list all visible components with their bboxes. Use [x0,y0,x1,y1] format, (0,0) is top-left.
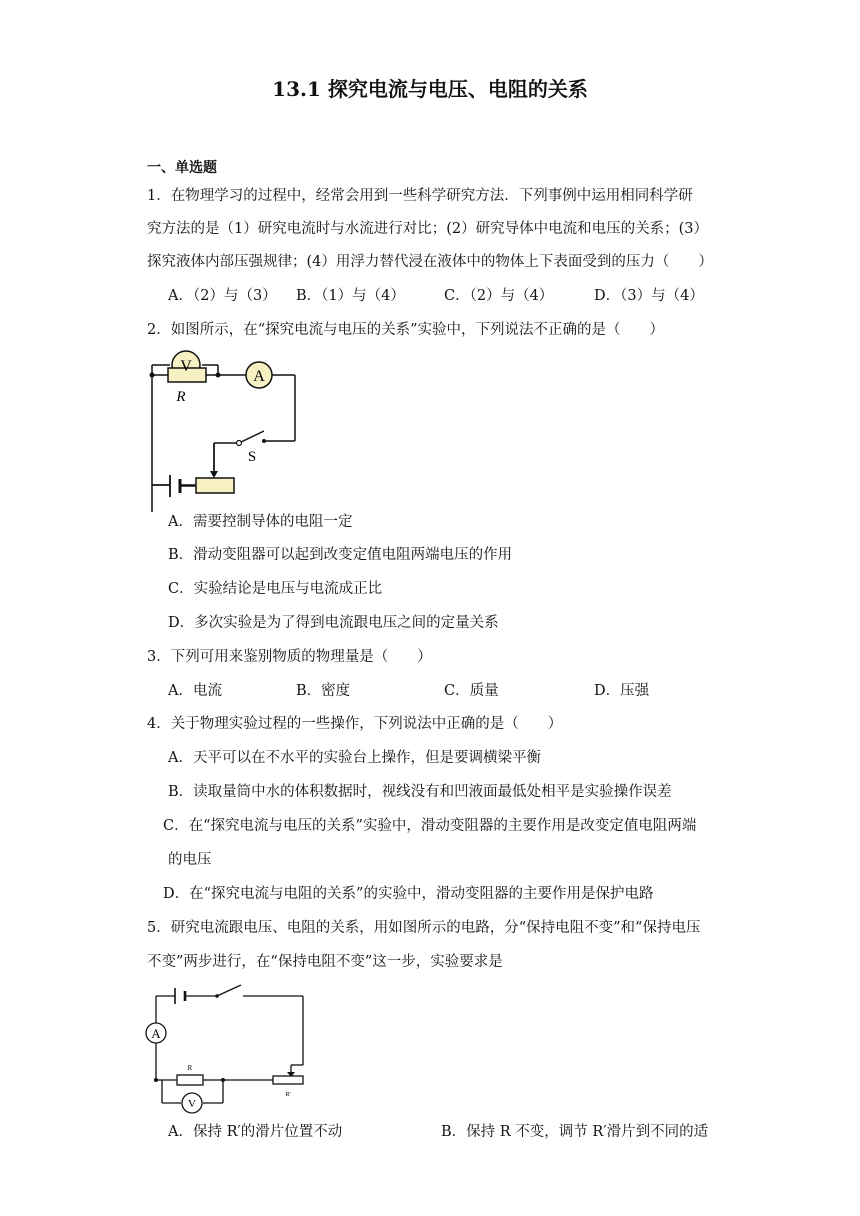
q3-option-b[interactable]: B．密度 [296,683,351,699]
ammeter-label: A [151,1026,161,1041]
q4-option-c[interactable]: C．在“探究电流与电压的关系”实验中，滑动变阻器的主要作用是改变定值电阻两端 [163,818,697,834]
q5-stem-line-1: 5．研究电流跟电压、电阻的关系，用如图所示的电路，分“保持电阻不变”和“保持电压 [147,920,701,936]
resistor-icon [177,1075,203,1085]
q1-option-d[interactable]: D．（3）与（4） [594,288,704,304]
q3-stem: 3．下列可用来鉴别物质的物理量是（ ） [147,649,432,665]
q2-option-d[interactable]: D．多次实验是为了得到电流跟电压之间的定量关系 [168,615,499,631]
q4-stem: 4．关于物理实验过程的一些操作，下列说法中正确的是（ ） [147,716,563,732]
rheostat-icon [273,1076,303,1084]
rheostat-label: R' [285,1092,291,1098]
section-heading: 一、单选题 [147,160,217,176]
q2-option-a[interactable]: A．需要控制导体的电阻一定 [168,514,353,530]
q3-option-c[interactable]: C．质量 [444,683,499,699]
q4-option-d[interactable]: D．在“探究电流与电阻的关系”的实验中，滑动变阻器的主要作用是保护电路 [163,886,654,902]
q3-option-d[interactable]: D．压强 [594,683,650,699]
battery-icon [175,988,185,1004]
switch-label: S [247,449,257,465]
q5-stem-line-2: 不变”两步进行，在“保持电阻不变”这一步，实验要求是 [147,954,503,970]
q1-option-b[interactable]: B．（1）与（4） [296,288,405,304]
battery-icon [170,475,180,497]
q3-option-a[interactable]: A．电流 [168,683,222,699]
voltmeter-label: V [188,1098,196,1110]
q5-option-b[interactable]: B．保持 R 不变，调节 R′滑片到不同的适 [441,1124,709,1140]
voltmeter-label: V [180,358,192,375]
q1-stem-line-2: 究方法的是（1）研究电流时与水流进行对比；(2）研究导体中电流和电压的关系；(3） [147,221,708,237]
page-title: 13.1 探究电流与电压、电阻的关系 [272,77,588,101]
resistor-label: R [176,389,186,405]
q4-option-a[interactable]: A．天平可以在不水平的实验台上操作，但是要调横梁平衡 [168,750,541,766]
q2-stem: 2．如图所示，在“探究电流与电压的关系”实验中，下列说法不正确的是（ ） [147,322,665,338]
q5-option-a[interactable]: A．保持 R′的滑片位置不动 [168,1124,343,1140]
q5-circuit-diagram [145,985,310,1110]
resistor-label: R [187,1064,193,1072]
q2-circuit-diagram [140,345,310,505]
q4-option-b[interactable]: B．读取量筒中水的体积数据时，视线没有和凹液面最低处相平是实验操作误差 [168,784,672,800]
q1-stem-line-3: 探究液体内部压强规律；(4）用浮力替代浸在液体中的物体上下表面受到的压力（ ） [147,254,713,270]
ammeter-label: A [253,368,265,385]
q1-option-c[interactable]: C．（2）与（4） [444,288,554,304]
q1-stem-line-1: 1．在物理学习的过程中，经常会用到一些科学研究方法．下列事例中运用相同科学研 [147,188,693,204]
q2-option-c[interactable]: C．实验结论是电压与电流成正比 [168,581,383,597]
q2-option-b[interactable]: B．滑动变阻器可以起到改变定值电阻两端电压的作用 [168,547,513,563]
q4-option-c-continued: 的电压 [168,852,212,868]
q1-option-a[interactable]: A．（2）与（3） [168,288,277,304]
